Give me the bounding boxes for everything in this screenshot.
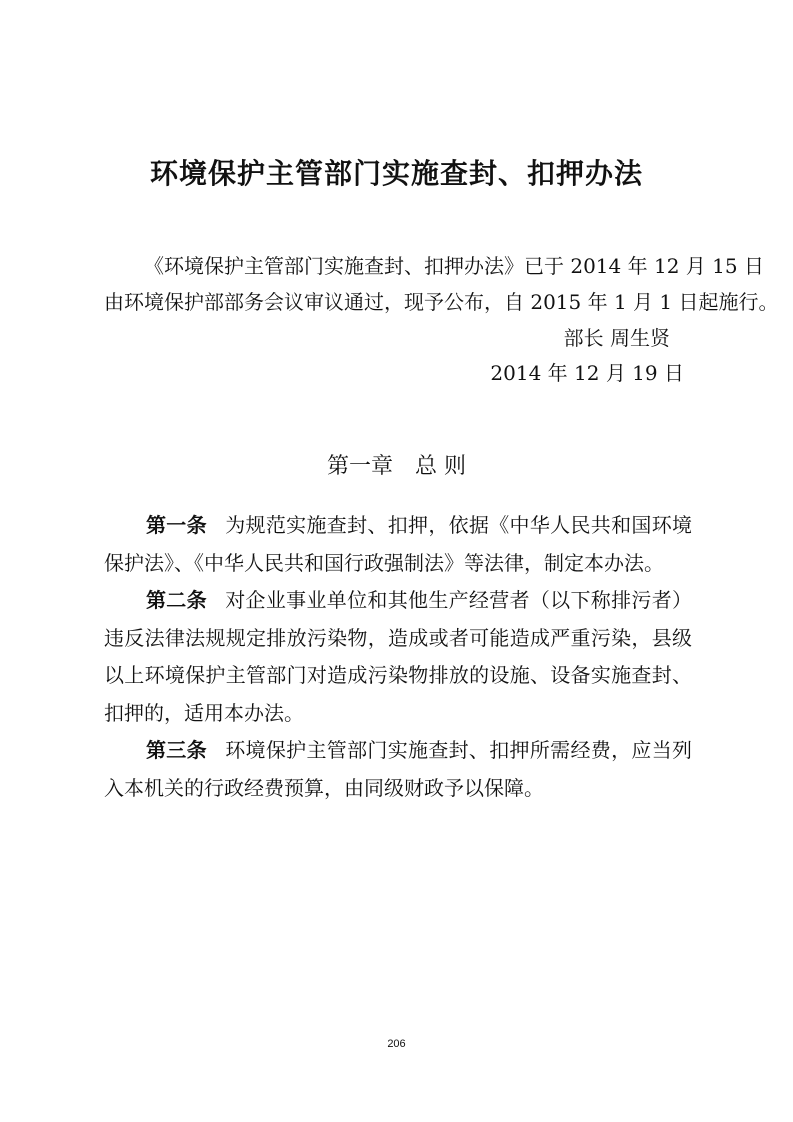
article-1 (104, 507, 692, 582)
announcement-line-2: 由环境保护部部务会议审议通过，现予公布，自 2015 年 1 月 1 日起施行。 (104, 290, 779, 314)
article-2-text: 对企业事业单位和其他生产经营者（以下称排污者）违反法律法规规定排放污染物，造成或者可能造成严重污染，县级以上环境保护主管部门对造成污染物排放的设施、设备实施查封、扣押的，适用本办法。 (104, 588, 693, 725)
article-1-text: 为规范实施查封、扣押，依据《中华人民共和国环境保护法》、《中华人民共和国行政强制法》等法律，制定本办法。 (104, 513, 693, 575)
article-1-label: 第一条 (146, 513, 207, 537)
document-title: 环境保护主管部门实施查封、扣押办法 (149, 156, 643, 190)
announcement (104, 248, 779, 320)
article-list (104, 507, 692, 807)
article-3-label: 第三条 (146, 738, 207, 762)
article-2-label: 第二条 (146, 588, 207, 612)
article-2 (104, 582, 692, 732)
chapter-heading (0, 452, 793, 482)
signature-minister: 部长 周生贤 (563, 326, 670, 350)
chapter-name: 总 则 (415, 454, 466, 479)
chapter-number: 第一章 (326, 454, 393, 479)
article-3-text: 环境保护主管部门实施查封、扣押所需经费，应当列入本机关的行政经费预算，由同级财政予以保障。 (104, 738, 693, 800)
signature-date: 2014 年 12 月 19 日 (490, 361, 684, 385)
announcement-line-1: 《环境保护主管部门实施查封、扣押办法》已于 2014 年 12 月 15 日 (144, 254, 764, 278)
article-3 (104, 732, 692, 807)
page-number: 206 (387, 1038, 406, 1050)
